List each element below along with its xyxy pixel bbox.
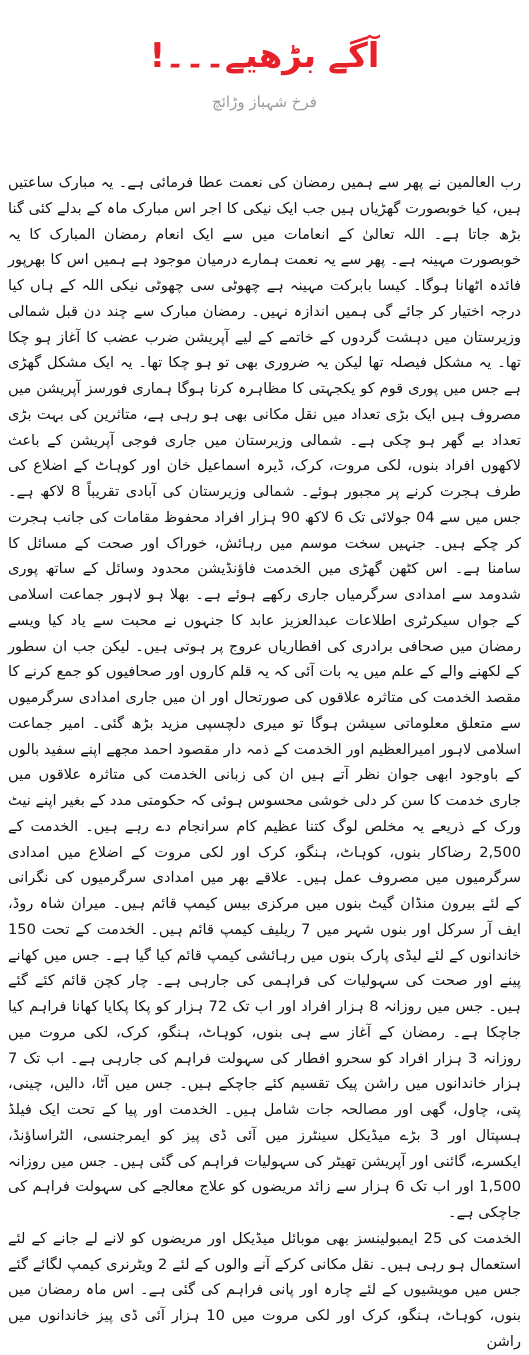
article-title: آگے بڑھیے۔۔۔! (149, 36, 380, 76)
article-paragraph: الخدمت کی 25 ایمبولینسز بھی موبائل میڈیکل اور مریضوں کو لانے لے جانے کے لئے استعمال ہو رہی ہیں۔ نقل مکانی کرکے آنے والوں کے لئے 2 ویٹرنری کیمپ لگائے گئے جس میں مویشیوں کے لئے چارہ اور پانی فراہم کی گئی ہے۔ اس ماہ رمضان میں بنوں، کوہاٹ، ہنگو، کرک اور لکی مروت میں 10 ہزار آئی ڈی پیز خاندانوں میں راشن (8, 1229, 522, 1350)
article-paragraph: رب العالمین نے پھر سے ہمیں رمضان کی نعمت عطا فرمائی ہے۔ یہ مبارک ساعتیں ہیں، کیا خوبصورت گھڑیاں ہیں جب ایک نیکی کا اجر اس مبارک ماہ کے بدلے کئی گنا بڑھ جاتا ہے۔ اللہ تعالیٰ کے انعامات میں سے ایک انعام رمضان المبارک کا یہ خوبصورت مہینہ ہے۔ پھر سے یہ نعمت ہمارے درمیان موجود ہے ہمیں اس کا بھرپور فائدہ اٹھانا ہوگا۔ کیسا بابرکت مہینہ ہے چھوٹی سی چھوٹی نیکی اللہ کے ہاں کیا درجہ اختیار کر جائے گی ہمیں اندازہ نہیں۔ رمضان مبارک سے چند دن قبل شمالی وزیرستان میں دہشت گردوں کے خاتمے کے لیے آپریشن ضرب عضب کا آغاز ہو چکا تھا۔ یہ مشکل فیصلہ تھا لیکن یہ ضروری بھی تو ہو چکا تھا۔ یہ ایک مشکل گھڑی ہے جس میں پوری قوم کو یکجہتی کا مظاہرہ کرنا ہوگا ہماری فورسز آپریشن میں مصروف ہیں ایک بڑی تعداد میں نقل مکانی بھی ہو رہی ہے، متاثرین کی بہت بڑی تعداد بے گھر ہو چکی ہے۔ شمالی وزیرستان میں جاری فوجی آپریشن کے باعث لاکھوں افراد بنوں، لکی مروت، کرک، ڈیرہ اسماعیل خان اور کوہاٹ کے اضلاع کی طرف ہجرت کرنے پر مجبور ہوئے۔ شمالی وزیرستان کی آبادی تقریباً 8 لاکھ ہے۔ جس میں سے 04 جولائی تک 6 لاکھ 90 ہزار افراد محفوظ مقامات کی جانب ہجرت کر چکے ہیں۔ جنہیں سخت موسم میں رہائش، خوراک اور صحت کے مسائل کا سامنا ہے۔ اس کٹھن گھڑی میں الخدمت فاؤنڈیشن محدود وسائل کے ساتھ پوری شدومد سے امدادی سرگرمیاں جاری رکھے ہوئے ہے۔ بھلا ہو لاہور جماعت اسلامی کے جواں سیکرٹری اطلاعات عبدالعزیز عابد کا جنہوں نے محبت سے یاد کیا ویسے رمضان میں صحافی برادری کی افطاریاں عروج پر ہوتی ہیں۔ لیکن جب ان سطور کے لکھنے والے کے علم میں یہ بات آئی کہ یہ قلم کاروں اور صحافیوں کو جمع کرنے کا مقصد الخدمت کی متاثرہ علاقوں کی صورتحال اور ان میں جاری امدادی سرگرمیوں سے متعلق معلوماتی سیشن ہوگا تو میری دلچسپی مزید بڑھ گئی۔ امیر جماعت اسلامی لاہور امیرالعظیم اور الخدمت کے ذمہ دار مقصود احمد مجھے اپنے سفید بالوں کے باوجود ابھی جوان نظر آتے ہیں ان کی زبانی الخدمت کی متاثرہ علاقوں میں جاری خدمت کا سن کر دلی خوشی محسوس ہوئی کہ حکومتی مدد کے بغیر اپنے نیٹ ورک کے ذریعے یہ مخلص لوگ کتنا عظیم کام سرانجام دے رہے ہیں۔ الخدمت کے 2,500 رضاکار بنوں، کوہاٹ، ہنگو، کرک اور لکی مروت کے اضلاع میں امدادی سرگرمیوں میں مصروف عمل ہیں۔ علاقے بھر میں امدادی سرگرمیوں کی نگرانی کے لئے بیرون منڈان گیٹ بنوں میں مرکزی بیس کیمپ قائم ہیں۔ میران شاہ روڈ، ایف آر سرکل اور بنوں شہر میں 7 ریلیف کیمپ قائم ہیں۔ الخدمت کے تحت 150 خاندانوں کے لئے لیڈی پارک بنوں میں رہائشی کیمپ قائم کیا گیا ہے۔ جس میں کھانے پینے اور صحت کی سہولیات کی فراہمی کی جارہی ہے۔ چار کچن قائم کئے گئے ہیں۔ جس میں روزانہ 8 ہزار افراد اور اب تک 72 ہزار کو پکا پکایا کھانا فراہم کیا جاچکا ہے۔ رمضان کے آغاز سے ہی بنوں، کوہاٹ، ہنگو، کرک، لکی مروت میں روزانہ 3 ہزار افراد کو سحرو افطار کی سہولت فراہم کی جارہی ہے۔ اب تک 7 ہزار خاندانوں میں راشن پیک تقسیم کئے جاچکے ہیں۔ جس میں آٹا، دالیں، چینی، پتی، چاول، گھی اور مصالحہ جات شامل ہیں۔ الخدمت اور پیا کے تحت ایک فیلڈ ہسپتال اور 3 بڑے میڈیکل سینٹرز میں آئی ڈی پیز کو ایمرجنسی، الٹراساؤنڈ، ایکسرے، گائنی اور آپریشن تھیٹر کی سہولیات فراہم کی گئی ہیں۔ جس میں روزانہ 1,500 اور اب تک 6 ہزار سے زائد مریضوں کو علاج معالجے کی سہولت فراہم کی جاچکی ہے۔ (8, 174, 522, 1221)
author-byline: فرخ شہباز وڑائچ (212, 93, 317, 111)
article-body (8, 170, 521, 1355)
article-page (0, 36, 529, 1350)
